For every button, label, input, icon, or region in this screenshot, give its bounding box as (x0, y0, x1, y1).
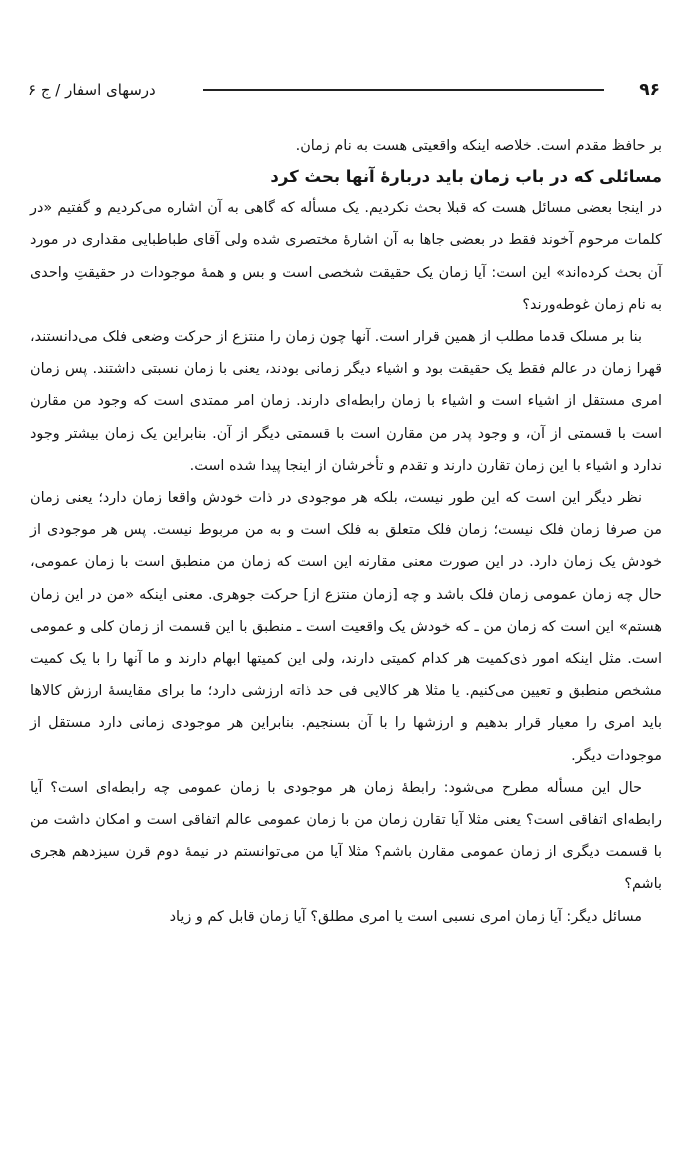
page-body (30, 130, 662, 933)
paragraph-2: بنا بر مسلک قدما مطلب از همین قرار است. آنها چون زمان را منتزع از حرکت وضعی فلک می‌دانستند، قهرا زمان در عالم فقط یک حقیقت بود و اشیاء دیگر زمانی بودند، یعنی با زمان نسبتی داشتند. پس زمان امری مستقل از اشیاء است و اشیاء با زمان رابطه‌ای دارند. زمان امر ممتدی است که وجود من مقارن است با قسمتی از آن، و وجود پدر من مقارن است با قسمتی دیگر از آن. بنابراین یک زمان بیشتر وجود ندارد و اشیاء با این زمان تقارن دارند و تقدم و تأخرشان از اینجا پیدا شده است. (30, 329, 662, 474)
paragraph-1: در اینجا بعضی مسائل هست که قبلا بحث نکردیم. یک مسأله که گاهی به آن اشاره می‌کردیم و گفتیم «در کلمات مرحوم آخوند فقط در بعضی جاها به آن اشارهٔ مختصری شده ولی آقای طباطبایی مقداری در مورد آن بحث کرده‌اند» این است: آیا زمان یک حقیقت شخصی است و بس و همهٔ موجودات در حقیقتِ واحدی به نام زمان غوطه‌ورند؟ (30, 200, 662, 313)
paragraph-4: حال این مسأله مطرح می‌شود: رابطهٔ زمان هر موجودی با زمان عمومی چه رابطه‌ای است؟ آیا رابطه‌ای اتفاقی است؟ یعنی مثلا آیا تقارن زمان من با زمان عمومی عالم اتفاقی است و امکان داشت من با قسمت دیگری از زمان عمومی مقارن باشم؟ مثلا آیا من می‌توانستم در نیمهٔ دوم قرن سیزدهم هجری باشم؟ (30, 779, 662, 893)
section-heading: مسائلی که در باب زمان باید دربارهٔ آنها بحث کرد (270, 167, 662, 187)
header-rule (203, 89, 604, 91)
page-header (28, 78, 660, 108)
page-number: ۹۶ (639, 80, 660, 100)
running-title: درسهای اسفار / ج ۶ (28, 81, 156, 99)
lead-line: بر حافظ مقدم است. خلاصه اینکه واقعیتی هست به نام زمان. (295, 138, 662, 154)
paragraph-3: نظر دیگر این است که این طور نیست، بلکه هر موجودی در ذات خودش واقعا زمان دارد؛ یعنی زمان من صرفا زمان فلک نیست؛ زمان فلک متعلق به فلک است و به من مربوط نیست. پس هر موجودی از خودش یک زمان دارد. در این صورت معنی مقارنه این است که زمان من منطبق است با زمان عمومی، حال چه زمان عمومی زمان فلک باشد و چه [زمان منتزع از] حرکت جوهری. معنی اینکه «من در این زمان هستم» این است که زمان من ـ که خودش یک واقعیت است ـ منطبق با این قسمت از زمان کلی و عمومی است. مثل اینکه امور ذی‌کمیت هر کدام کمیتی دارند، ولی این کمیتها ابهام دارند و ما آنها را با یک کمیت مشخص منطبق و تعیین می‌کنیم. یا مثلا هر کالایی فی حد ذاته ارزشی دارد؛ ما برای مقایسهٔ ارزش کالاها باید امری را معیار قرار بدهیم و ارزشها را با آن بسنجیم. بنابراین هر موجودی زمانی دارد مستقل از موجودات دیگر. (30, 490, 662, 764)
paragraph-5: مسائل دیگر: آیا زمان امری نسبی است یا امری مطلق؟ آیا زمان قابل کم و زیاد (169, 908, 642, 925)
